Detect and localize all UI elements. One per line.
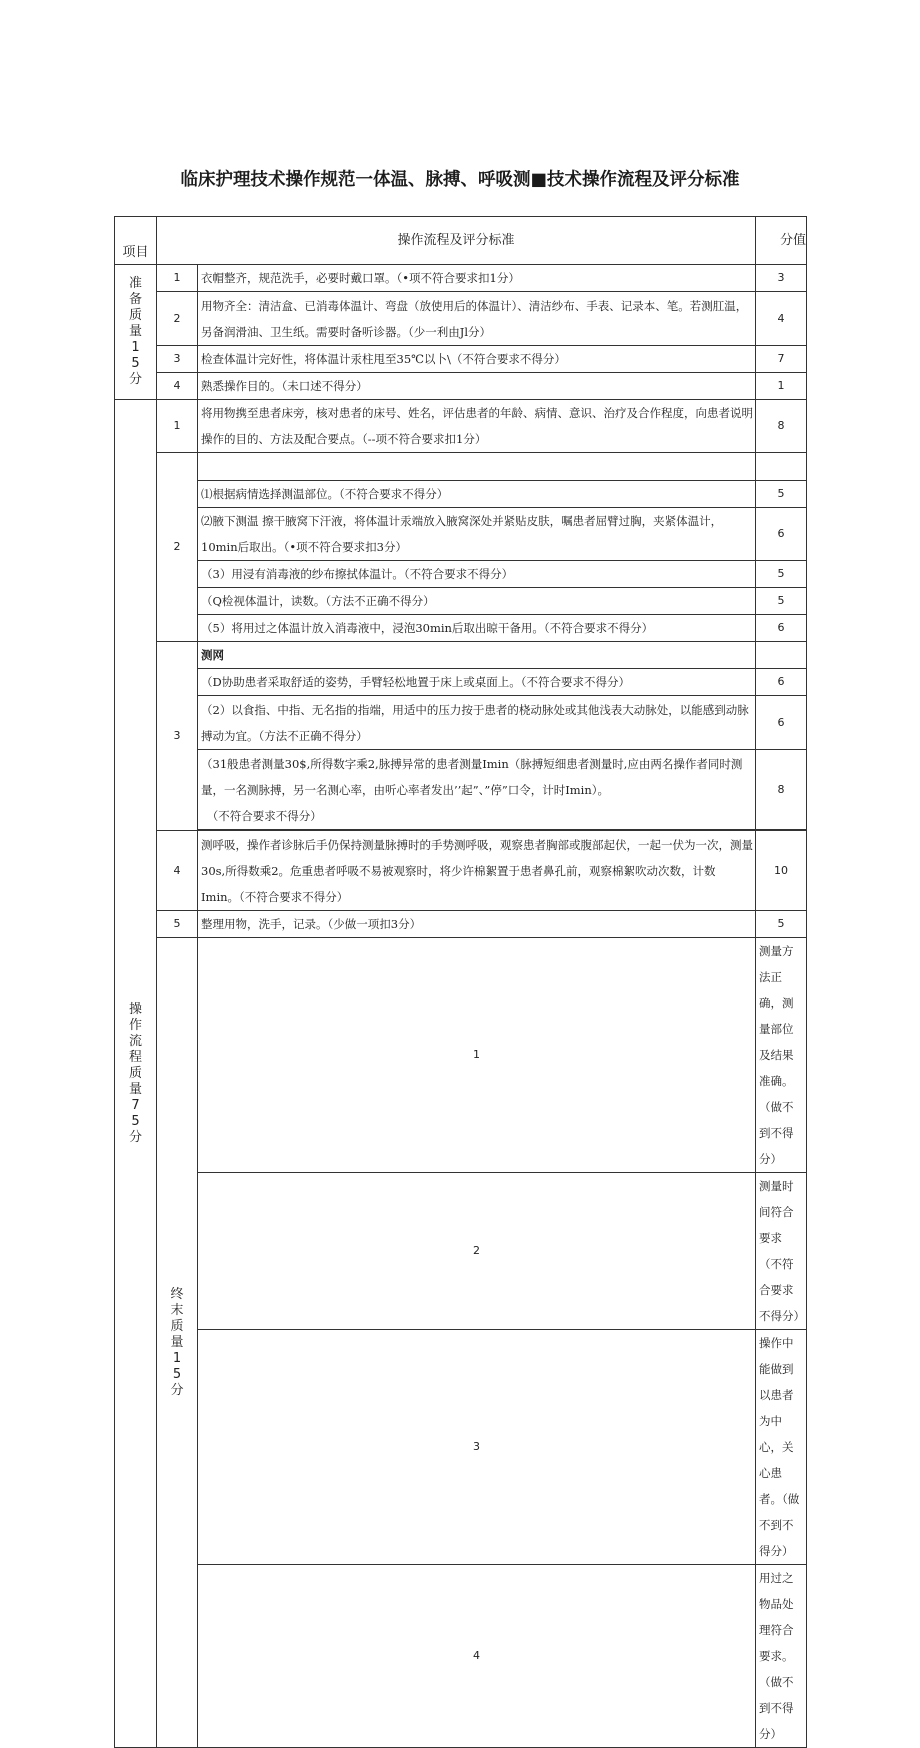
row-number: 3 <box>198 1330 756 1565</box>
row-score: 4 <box>756 292 807 346</box>
row-text: ⑵腋下测温 擦干腋窝下汗液，将体温计汞端放入腋窝深处并紧贴皮肤，嘱患者屈臂过胸，夹紧体温计， 10min后取出。（•项不符合要求扣3分） <box>198 508 756 561</box>
row-text: 衣帽整齐，规范洗手，必要时戴口罩。（•项不符合要求扣1分） <box>198 265 756 292</box>
row-score: 10 <box>756 831 807 911</box>
section-prep <box>115 265 157 400</box>
row-score: 6 <box>756 615 807 642</box>
row-number: 3 <box>157 346 198 373</box>
table-row <box>115 831 807 911</box>
table-row <box>115 453 807 481</box>
row-number: 2 <box>157 292 198 346</box>
row-number: 1 <box>157 265 198 292</box>
row-text-empty <box>198 453 756 481</box>
row-text: （2）以食指、中指、无名指的指端，用适中的压力按于患者的桡动脉处或其他浅表大动脉处，以能感到动脉搏动为宜。（方法不正确不得分） <box>198 696 756 750</box>
table-row <box>115 696 807 750</box>
row-number: 2 <box>198 1173 756 1330</box>
row-score: 3 <box>756 265 807 292</box>
table-row <box>115 642 807 669</box>
row-text: ⑴根据病情选择测温部位。（不符合要求不得分） <box>198 481 756 508</box>
row-score: 6 <box>756 508 807 561</box>
table-row <box>115 938 807 1173</box>
row-text: （5）将用过之体温计放入消毒液中，浸泡30min后取出晾干备用。（不符合要求不得分） <box>198 615 756 642</box>
row-number: 2 <box>157 453 198 642</box>
table-header-row <box>115 217 807 265</box>
row-text: 检查体温计完好性，将体温计汞柱甩至35℃以卜\（不符合要求不得分） <box>198 346 756 373</box>
scoring-table <box>114 216 807 1748</box>
row-text <box>198 750 756 830</box>
row-number: 4 <box>157 373 198 400</box>
row-score: 6 <box>756 669 807 696</box>
row-text-line: （不符合要求不得分） <box>201 808 322 823</box>
table-row <box>115 481 807 508</box>
section-label: 终末质量15分 <box>170 1286 184 1398</box>
row-score: 5 <box>756 911 807 938</box>
row-text: 测量方法正确，测量部位及结果准确。（做不到不得分） <box>756 938 807 1173</box>
row-score: 5 <box>756 561 807 588</box>
row-score: 7 <box>756 346 807 373</box>
row-score-empty <box>756 453 807 481</box>
row-text: （Q检视体温计，读数。（方法不正确不得分） <box>198 588 756 615</box>
row-text: 熟悉操作目的。（未口述不得分） <box>198 373 756 400</box>
section-label: 操作流程质量75分 <box>128 1001 142 1145</box>
row-heading: 测网 <box>198 642 756 669</box>
row-score: 6 <box>756 696 807 750</box>
row-number: 4 <box>157 831 198 911</box>
table-row <box>115 911 807 938</box>
row-score-empty <box>756 642 807 669</box>
table-row <box>115 373 807 400</box>
row-text: 整理用物，洗手，记录。（少做一项扣3分） <box>198 911 756 938</box>
row-number: 1 <box>198 938 756 1173</box>
row-score: 5 <box>756 588 807 615</box>
page-title: 临床护理技术操作规范一体温、脉搏、呼吸测■技术操作流程及评分标准 <box>180 170 740 190</box>
table-row <box>115 615 807 642</box>
header-score: 分值 <box>756 217 807 265</box>
row-score: 5 <box>756 481 807 508</box>
row-text: 用物齐全：清洁盒、已消毒体温计、弯盘（放使用后的体温计）、清洁纱布、手表、记录本、笔。若测肛温，另备润滑油、卫生纸。需要时备听诊器。（少一利由Jl分） <box>198 292 756 346</box>
row-score: 8 <box>756 400 807 453</box>
table-row <box>115 1173 807 1330</box>
header-item: 项目 <box>115 217 157 265</box>
table-row <box>115 588 807 615</box>
table-row <box>115 750 807 830</box>
row-text: （3）用浸有消毒液的纱布擦拭体温计。（不符合要求不得分） <box>198 561 756 588</box>
row-text: 操作中能做到以患者为中心，关心患者。（做不到不得分） <box>756 1330 807 1565</box>
row-text: 测呼吸，操作者诊脉后手仍保持测量脉搏时的手势测呼吸，观察患者胸部或腹部起伏，一起一伏为一次，测量30s,所得数乘2。危重患者呼吸不易被观察时，将少许棉絮置于患者鼻孔前，观察棉絮吹动次数，计数Imin。（不符合要求不得分） <box>198 831 756 911</box>
row-text: （D协助患者采取舒适的姿势，手臂轻松地置于床上或桌面上。（不符合要求不得分） <box>198 669 756 696</box>
table-row <box>115 508 807 561</box>
row-text: 测量时间符合要求（不符合要求不得分） <box>756 1173 807 1330</box>
table-row <box>115 400 807 453</box>
section-ops <box>115 400 157 1748</box>
table-row <box>115 669 807 696</box>
header-standard: 操作流程及评分标准 <box>157 217 756 265</box>
table-row <box>115 1565 807 1748</box>
row-number: 3 <box>157 642 198 831</box>
row-score: 1 <box>756 373 807 400</box>
row-text-line: （31般患者测量30$,所得数字乘2,脉搏异常的患者测量Imin（脉搏短细患者测量时,应由两名操作者同时测量，一名测脉搏，另一名测心率，由听心率者发出’’起”、”停”口令，计时Imin）。 <box>201 756 743 797</box>
table-row <box>115 561 807 588</box>
row-number: 5 <box>157 911 198 938</box>
table-row <box>115 346 807 373</box>
row-number: 1 <box>157 400 198 453</box>
table-row <box>115 265 807 292</box>
table-row <box>115 292 807 346</box>
section-final <box>157 938 198 1748</box>
table-row <box>115 1330 807 1565</box>
row-text: 将用物携至患者床旁，核对患者的床号、姓名，评估患者的年龄、病情、意识、治疗及合作程度，向患者说明操作的目的、方法及配合要点。（--项不符合要求扣1分） <box>198 400 756 453</box>
row-number: 4 <box>198 1565 756 1748</box>
section-label: 准备质量15分 <box>128 276 142 387</box>
row-text: 用过之物品处理符合要求。（做不到不得分） <box>756 1565 807 1748</box>
row-score: 8 <box>756 750 807 830</box>
